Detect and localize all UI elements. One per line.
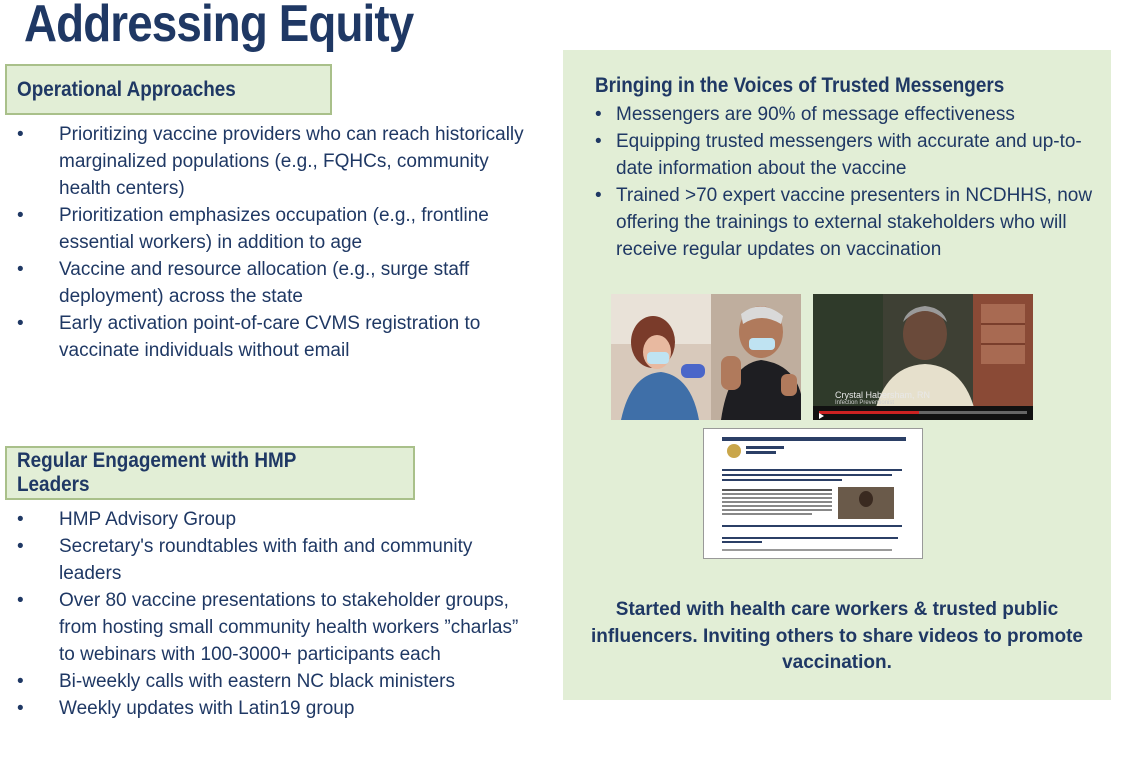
list-item: • Bi-weekly calls with eastern NC black ministers — [17, 668, 537, 695]
list-item: • Vaccine and resource allocation (e.g., surge staff deployment) across the state — [17, 256, 537, 310]
regular-engagement-heading-text: Regular Engagement with HMP Leaders — [17, 449, 296, 496]
list-item: • Secretary's roundtables with faith and community leaders — [17, 533, 537, 587]
panel-caption: Started with health care workers & trusted public influencers. Inviting others to share videos to promote vaccination. — [591, 599, 1083, 673]
trusted-messengers-panel — [563, 50, 1111, 700]
regular-engagement-list — [17, 506, 537, 722]
list-item: • Over 80 vaccine presentations to stakeholder groups, from hosting small community health workers ”charlas” to webinars with 100-3000+ participants each — [17, 587, 537, 668]
list-item: • Early activation point-of-care CVMS registration to vaccinate individuals without email — [17, 310, 537, 364]
page-title: Addressing Equity — [24, 0, 414, 53]
trusted-messengers-heading: Bringing in the Voices of Trusted Messengers — [595, 74, 1005, 97]
list-item: • Prioritizing vaccine providers who can reach historically marginalized populations (e.g., FQHCs, community health centers) — [17, 121, 537, 202]
regular-engagement-heading — [5, 446, 415, 500]
vaccination-photo — [611, 294, 801, 420]
video-caption: Crystal Habersham, RN — [835, 390, 931, 400]
messenger-video-still[interactable] — [813, 294, 1033, 420]
webpage-thumbnail — [703, 428, 923, 559]
play-icon[interactable] — [819, 413, 824, 419]
list-item: • Weekly updates with Latin19 group — [17, 695, 537, 722]
list-item: • Trained >70 expert vaccine presenters in NCDHHS, now offering the trainings to external stakeholders who will receive regular updates on vaccination — [595, 182, 1095, 263]
list-item: • Equipping trusted messengers with accurate and up-to-date information about the vaccine — [595, 128, 1095, 182]
operational-approaches-heading — [5, 64, 332, 115]
operational-approaches-list — [17, 121, 537, 364]
video-subcaption: Infection Preventionist — [835, 400, 895, 406]
trusted-messengers-list — [595, 101, 1095, 263]
list-item: • Prioritization emphasizes occupation (e.g., frontline essential workers) in addition to age — [17, 202, 537, 256]
operational-approaches-heading-text: Operational Approaches — [17, 77, 236, 101]
list-item: • HMP Advisory Group — [17, 506, 537, 533]
list-item: • Messengers are 90% of message effectiveness — [595, 101, 1095, 128]
